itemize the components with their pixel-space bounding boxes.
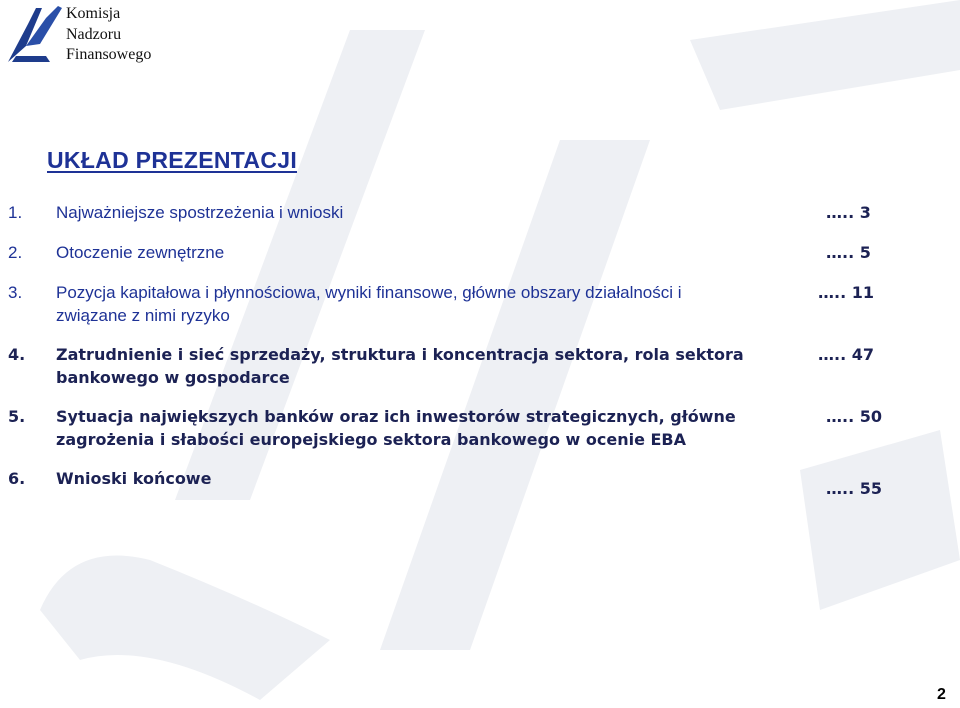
page-title: UKŁAD PREZENTACJI (47, 147, 298, 173)
toc-item-page: ….. 3 (826, 203, 871, 222)
toc-item-text: Sytuacja największych banków oraz ich inwestorów strategicznych, główne zagrożenia i słabości europejskiego sektora bankowego w ocenie EBA (56, 407, 736, 449)
toc-item-page: ….. 47 (818, 345, 874, 364)
toc-item-number: 6. (8, 469, 26, 488)
logo-line-3: Finansowego (66, 46, 152, 63)
toc-item-page: ….. 5 (826, 243, 871, 262)
toc-item-text: Najważniejsze spostrzeżenia i wnioski (56, 203, 344, 222)
toc-item-text: Pozycja kapitałowa i płynnościowa, wyniki finansowe, główne obszary działalności i związane z nimi ryzyko (56, 283, 682, 325)
logo-line-1: Komisja (66, 5, 121, 22)
institution-logo (0, 0, 170, 72)
toc-item-page: ….. 11 (818, 283, 874, 302)
toc-item-page: ….. 50 (826, 407, 882, 426)
toc-item-text: Otoczenie zewnętrzne (56, 243, 225, 262)
logo-line-2: Nadzoru (66, 25, 122, 43)
toc-item-number: 1. (8, 203, 23, 222)
slide-number: 2 (937, 686, 946, 703)
toc-item-page: ….. 55 (826, 479, 882, 498)
toc-item-number: 2. (8, 243, 23, 262)
logo-mark-icon (6, 4, 64, 64)
toc-item-number: 3. (8, 283, 23, 302)
toc-item-number: 4. (8, 345, 26, 364)
toc-item-number: 5. (8, 407, 26, 426)
toc-item-text: Wnioski końcowe (56, 469, 212, 488)
toc-item-text: Zatrudnienie i sieć sprzedaży, struktura i koncentracja sektora, rola sektora bankowego w gospodarce (56, 345, 744, 387)
logo-text (66, 4, 151, 66)
